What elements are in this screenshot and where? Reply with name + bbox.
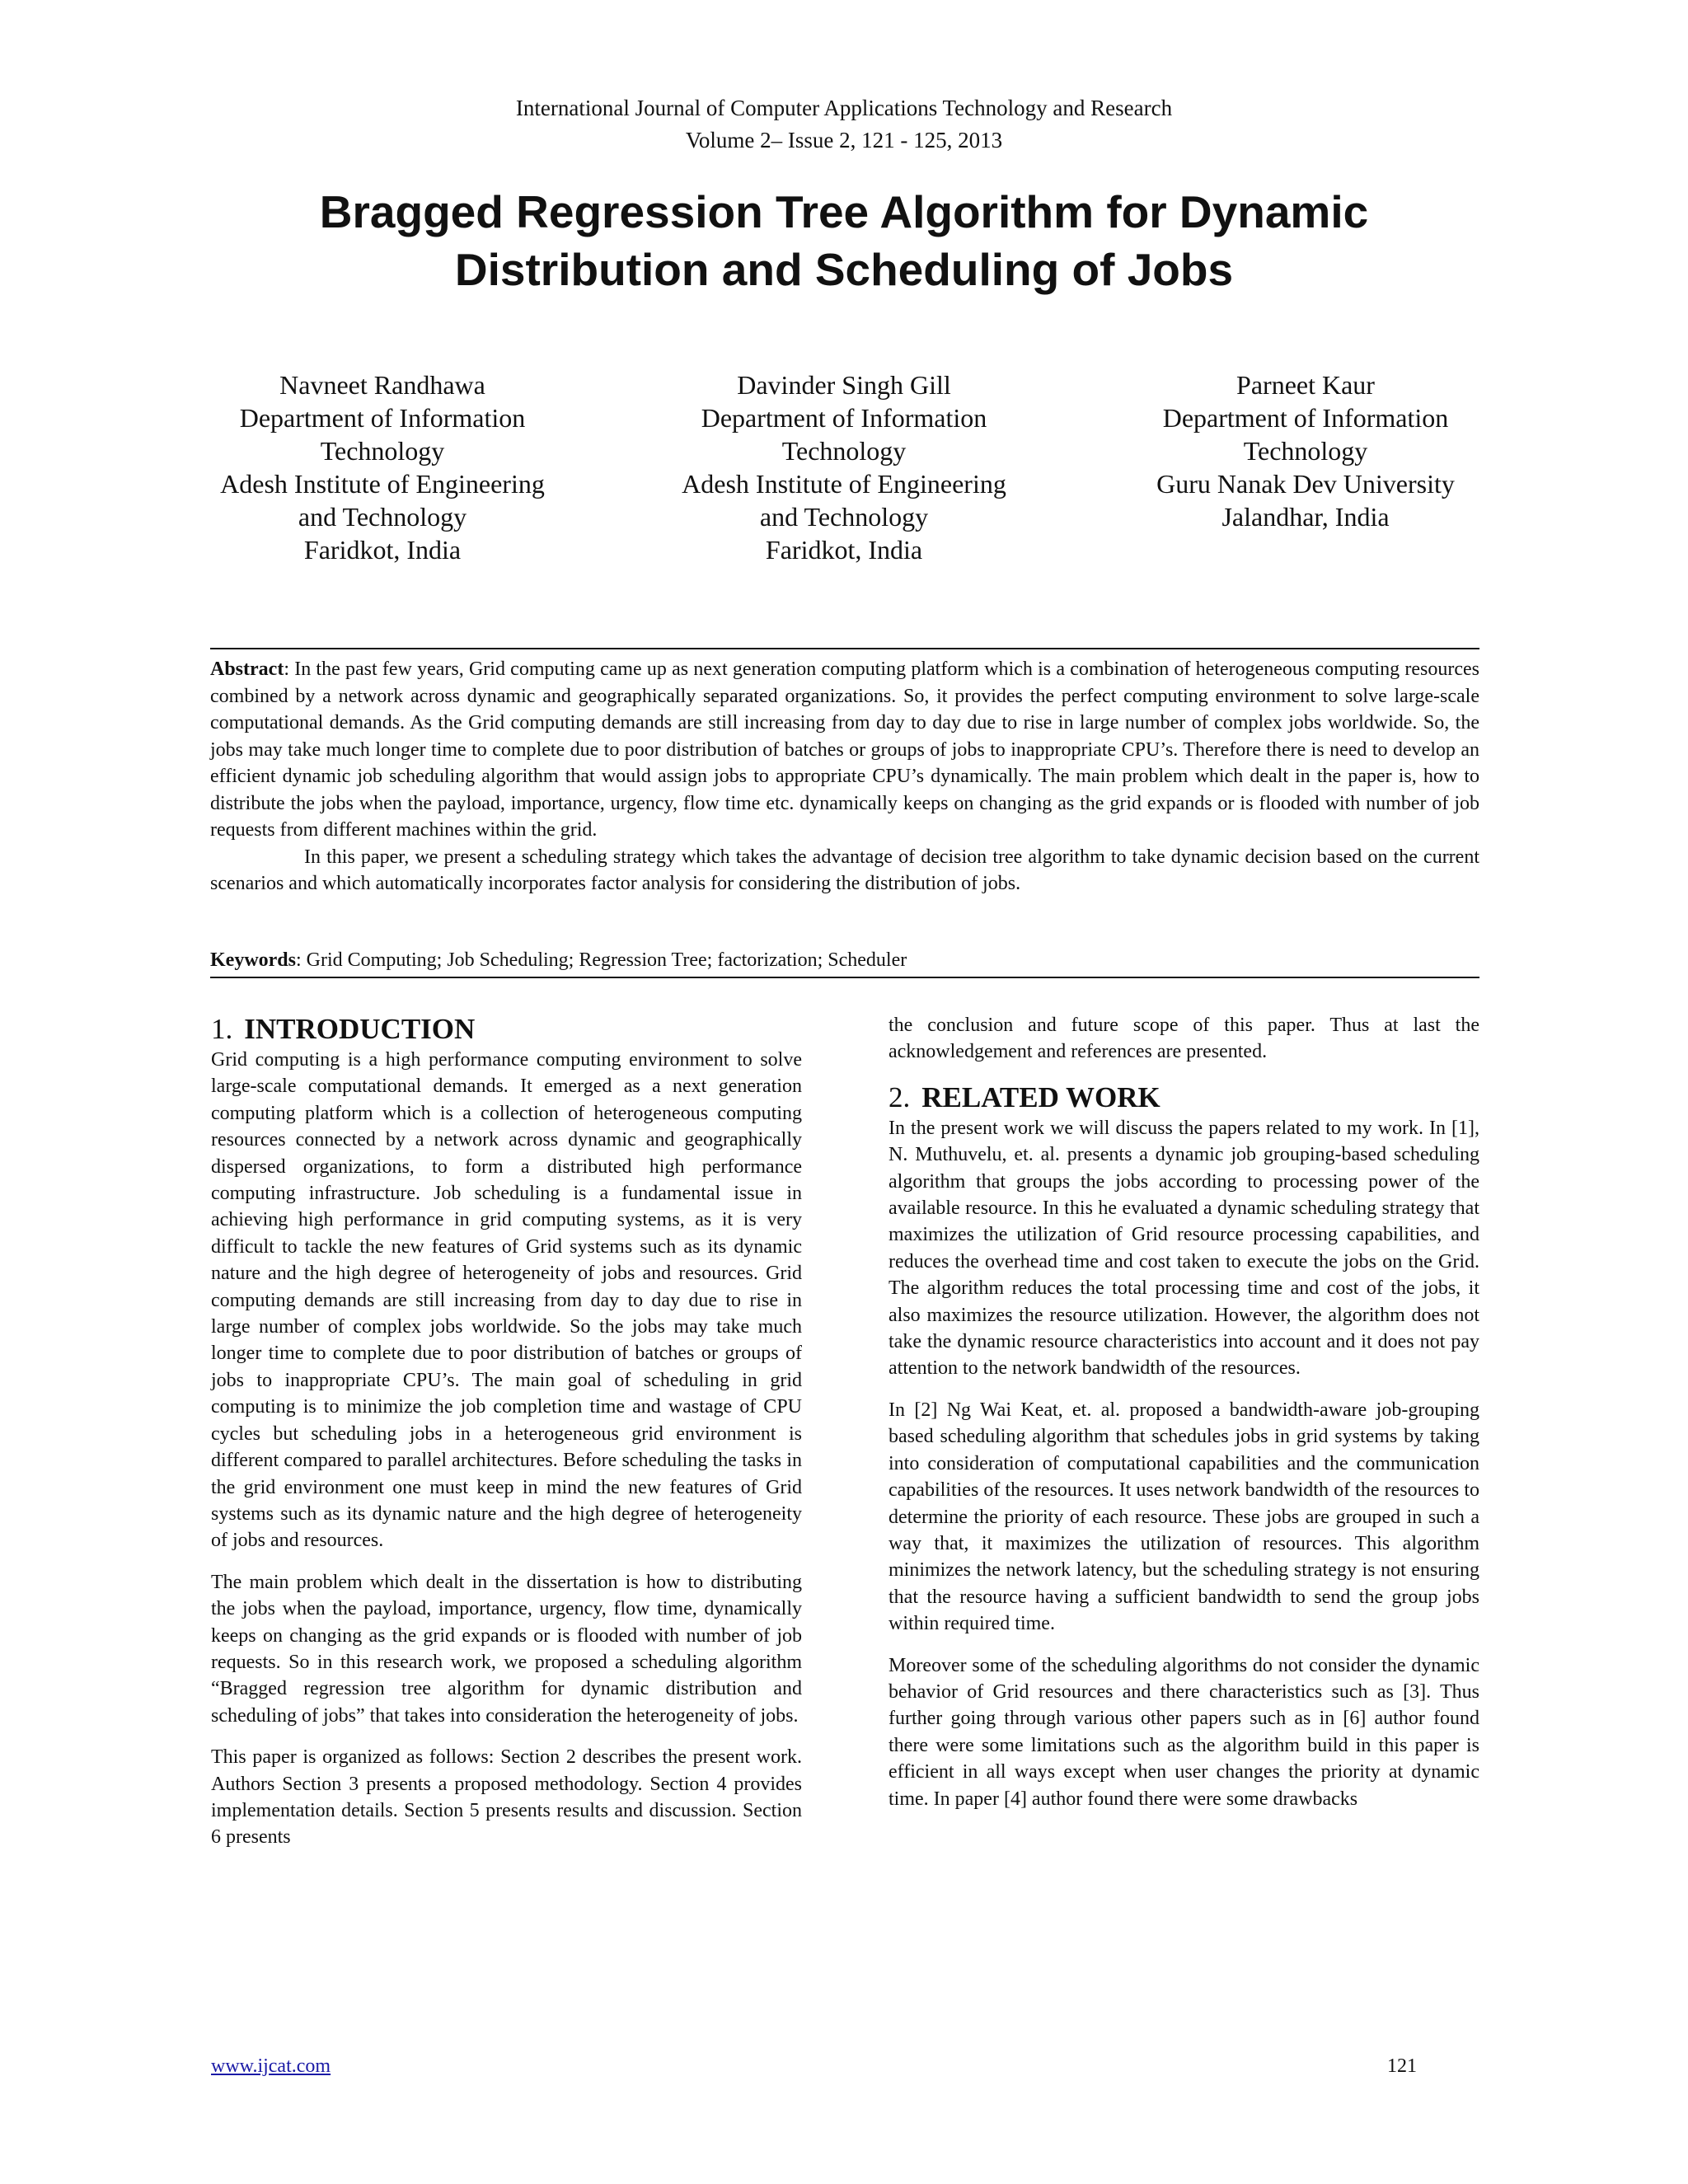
abstract-label: Abstract [210, 658, 284, 680]
author-department: Technology [320, 436, 445, 466]
author-department: Technology [781, 436, 907, 466]
section-number: 1. [211, 1013, 233, 1045]
paper-title [0, 183, 1688, 298]
keywords-text: : Grid Computing; Job Scheduling; Regression Tree; factorization; Scheduler [296, 949, 907, 971]
abstract-text: : In the past few years, Grid computing came up as next generation computing platform which is a combination of heterogeneous computing resources combined by a network across dynamic and geographically separated organizations. So, it provides the perfect computing environment to solve large-scale computational demands. As the Grid computing demands are still increasing from day to day due to rise in large number of complex jobs worldwide. So, the jobs may take much longer time to complete due to poor distribution of batches or groups of jobs to inappropriate CPU’s. Therefore there is need to develop an efficient dynamic job scheduling algorithm that would assign jobs to appropriate CPU’s dynamically. The main problem which dealt in the paper is, how to distribute the jobs when the payload, importance, urgency, flow time etc. dynamically keeps on changing as the grid expands or is flooded with number of job requests from different machines within the grid. [210, 658, 1479, 841]
section-title: INTRODUCTION [244, 1013, 476, 1045]
abstract-paragraph-2: In this paper, we present a scheduling strategy which takes the advantage of decision tree algorithm to take dynamic decision based on the current scenarios and which automatically incorporates factor analysis for considering the distribution of jobs. [210, 846, 1479, 894]
title-line-1: Bragged Regression Tree Algorithm for Dynamic [319, 186, 1369, 237]
author-location: Faridkot, India [765, 535, 923, 565]
author-department: Department of Information [1162, 403, 1449, 433]
author-name: Navneet Randhawa [279, 370, 485, 400]
author-department: Technology [1243, 436, 1368, 466]
journal-volume: Volume 2– Issue 2, 121 - 125, 2013 [685, 128, 1003, 152]
author-institution: and Technology [759, 502, 929, 532]
right-column [889, 1012, 1479, 1827]
section-title: RELATED WORK [921, 1080, 1160, 1113]
section-heading-related-work [889, 1080, 1479, 1115]
intro-paragraph-2: The main problem which dealt in the dissertation is how to distributing the jobs when the payload, importance, urgency, flow time, dynamically keeps on changing as the grid expands or is flooded with number of job requests. So in this research work, we proposed a scheduling algorithm “Bragged regression tree algorithm for dynamic distribution and scheduling of jobs” that takes into consideration the heterogeneity of jobs. [211, 1571, 802, 1727]
author-location: Jalandhar, India [1221, 502, 1390, 532]
abstract-paragraph [210, 656, 1479, 844]
journal-website-link[interactable]: www.ijcat.com [211, 2055, 331, 2077]
title-line-2: Distribution and Scheduling of Jobs [454, 244, 1234, 295]
section-heading-introduction [211, 1012, 802, 1047]
keywords-label: Keywords [210, 949, 296, 971]
author-name: Davinder Singh Gill [737, 370, 951, 400]
author-institution: Adesh Institute of Engineering [220, 469, 545, 499]
section-number: 2. [889, 1080, 911, 1113]
author-2 [663, 368, 1025, 566]
related-paragraph-3: Moreover some of the scheduling algorithms do not consider the dynamic behavior of Grid resources and there characteristics such as [3]. Thus further going through various other papers such as in [6] author found there were some limitations such as the algorithm build in this paper is efficient in all ways except when user changes the priority at dynamic time. In paper [4] author found there were some drawbacks [889, 1654, 1479, 1810]
related-paragraph-1: In the present work we will discuss the papers related to my work. In [1], N. Muthuvelu, et. al. presents a dynamic job grouping-based scheduling algorithm that groups the jobs according to processing power of the available resource. In this he evaluated a dynamic scheduling strategy that maximizes the utilization of Grid resource processing capabilities, and reduces the overhead time and cost taken to execute the jobs on the Grid. The algorithm reduces the total processing time and cost of the jobs, it also maximizes the resource utilization. However, the algorithm does not take the dynamic resource characteristics into account and it does not pay attention to the network bandwidth of the resources. [889, 1117, 1479, 1380]
author-location: Faridkot, India [303, 535, 462, 565]
author-institution: Adesh Institute of Engineering [682, 469, 1006, 499]
journal-header [0, 92, 1688, 157]
author-3 [1124, 368, 1487, 566]
author-name: Parneet Kaur [1236, 370, 1375, 400]
journal-name: International Journal of Computer Applications Technology and Research [515, 96, 1173, 120]
intro-paragraph-3: This paper is organized as follows: Section 2 describes the present work. Authors Section 3 presents a proposed methodology. Section 4 provides implementation details. Section 5 presents results and discussion. Section 6 presents [211, 1746, 802, 1849]
related-paragraph-2: In [2] Ng Wai Keat, et. al. proposed a bandwidth-aware job-grouping based scheduling algorithm that schedules jobs in grid systems by taking into consideration of computational capabilities and the communication capabilities of the resources. It uses network bandwidth of the resources to determine the priority of each resource. These jobs are grouped in such a way that, it maximizes the utilization of resources. This algorithm minimizes the network latency, but the scheduling strategy is not ensuring that the resource having a sufficient bandwidth to send the group jobs within required time. [889, 1399, 1479, 1635]
author-block [201, 368, 1487, 566]
author-department: Department of Information [701, 403, 987, 433]
author-institution: and Technology [298, 502, 467, 532]
intro-continuation: the conclusion and future scope of this paper. Thus at last the acknowledgement and references are presented. [889, 1015, 1479, 1063]
author-institution: Guru Nanak Dev University [1156, 469, 1455, 499]
page-number: 121 [1387, 2055, 1417, 2077]
author-department: Department of Information [239, 403, 526, 433]
left-column [211, 1012, 802, 1866]
author-1 [201, 368, 564, 566]
keywords [210, 947, 1479, 978]
intro-paragraph-1: Grid computing is a high performance computing environment to solve large-scale computational demands. It emerged as a next generation computing platform which is a collection of heterogeneous computing resources connected by a network across dynamic and geographically dispersed organizations, to form a distributed high performance computing infrastructure. Job scheduling is a fundamental issue in achieving high performance in grid computing systems, as it is very difficult to tackle the new features of Grid systems such as its dynamic nature and the high degree of heterogeneity of jobs and resources. Grid computing demands are still increasing from day to day due to rise in large number of complex jobs worldwide. So the jobs may take much longer time to complete due to poor distribution of batches or groups of jobs to inappropriate CPU’s. The main goal of scheduling in grid computing is to minimize the job completion time and wastage of CPU cycles but scheduling jobs in a heterogeneous grid environment is different compared to parallel architectures. Before scheduling the tasks in the grid environment one must keep in mind the new features of Grid systems such as its dynamic nature and the high degree of heterogeneity of jobs and resources. [211, 1049, 802, 1552]
abstract [210, 648, 1479, 898]
